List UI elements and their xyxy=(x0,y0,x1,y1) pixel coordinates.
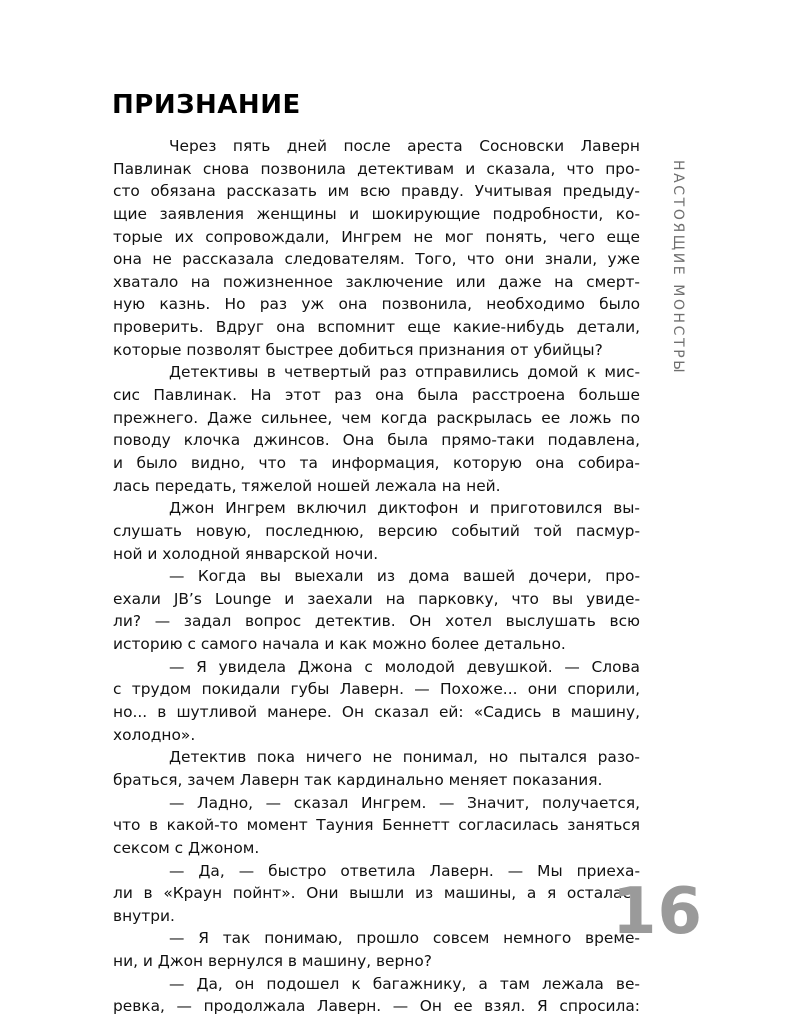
text-line: она не рассказала следователям. Того, что они знали, уже xyxy=(113,250,640,269)
text-line: браться, зачем Лаверн так кардинально меняет показания. xyxy=(113,770,603,789)
text-line: что в какой-то момент Тауния Беннетт согласилась заняться xyxy=(113,816,640,835)
text-line: щие заявления женщины и шокирующие подробности, ко- xyxy=(113,204,640,223)
text-line: ревка, — продолжала Лаверн. — Он ее взял. Я спросила: xyxy=(113,997,640,1016)
text-line: Через пять дней после ареста Сосновски Лаверн xyxy=(169,137,640,155)
text-line: Павлинак снова позвонила детективам и сказала, что про- xyxy=(113,159,640,178)
text-line: но... в шутливой манере. Он сказал ей: «Садись в машину, xyxy=(113,703,640,722)
text-line: — Я так понимаю, прошло совсем немного време- xyxy=(169,929,640,948)
text-line: Детектив пока ничего не понимал, но пытался разо- xyxy=(169,748,640,767)
text-line: торые их сопровождали, Ингрем не мог понять, чего еще xyxy=(113,227,640,246)
text-line: ную казнь. Но раз уж она позвонила, необходимо было xyxy=(113,295,640,314)
text-line: — Да, он подошел к багажнику, а там лежала ве- xyxy=(169,974,640,993)
text-line: — Когда вы выехали из дома вашей дочери, про- xyxy=(169,567,640,586)
text-line: проверить. Вдруг она вспомнит еще какие-нибудь детали, xyxy=(113,318,640,337)
text-line: — Ладно, — сказал Ингрем. — Значит, получается, xyxy=(169,793,640,812)
text-line: ли в «Краун пойнт». Они вышли из машины, а я осталась xyxy=(113,884,640,903)
text-line: Детективы в четвертый раз отправились домой к мис- xyxy=(169,363,640,382)
text-line: лась передать, тяжелой ношей лежала на ней. xyxy=(113,476,501,495)
text-line: историю с самого начала и как можно более детально. xyxy=(113,635,566,654)
text-line: сексом с Джоном. xyxy=(113,838,260,857)
text-line: ной и холодной январской ночи. xyxy=(113,544,379,563)
running-header: НАСТОЯЩИЕ МОНСТРЫ xyxy=(670,160,686,376)
text-line: ехали JB’s Lounge и заехали на парковку, что вы увиде- xyxy=(113,589,640,608)
text-line: ли? — задал вопрос детектив. Он хотел выслушать всю xyxy=(113,612,640,631)
text-line: и было видно, что та информация, которую она собира- xyxy=(113,453,640,472)
body-text xyxy=(113,135,640,1018)
text-line: хватало на пожизненное заключение или даже на смерт- xyxy=(113,272,640,291)
text-line: Джон Ингрем включил диктофон и приготовился вы- xyxy=(169,499,640,518)
page-number: 16 xyxy=(612,875,704,949)
text-line: слушать новую, последнюю, версию событий той пасмур- xyxy=(113,521,640,540)
text-line: с трудом покидали губы Лаверн. — Похоже... они спорили, xyxy=(113,680,640,699)
text-line: сто обязана рассказать им всю правду. Учитывая предыду- xyxy=(113,182,640,201)
text-line: сис Павлинак. На этот раз она была расстроена больше xyxy=(113,386,640,405)
text-line: внутри. xyxy=(113,906,175,925)
text-line: ни, и Джон вернулся в машину, верно? xyxy=(113,952,432,971)
text-line: — Я увидела Джона с молодой девушкой. — Слова xyxy=(169,657,640,676)
text-line: прежнего. Даже сильнее, чем когда раскрылась ее ложь по xyxy=(113,408,640,427)
text-line: которые позволят быстрее добиться признания от убийцы? xyxy=(113,340,603,359)
text-line: — Да, — быстро ответила Лаверн. — Мы приеха- xyxy=(169,861,640,880)
chapter-heading: ПРИЗНАНИЕ xyxy=(112,90,301,120)
text-line: холодно». xyxy=(113,725,196,744)
text-line: поводу клочка джинсов. Она была прямо-таки подавлена, xyxy=(113,431,640,450)
